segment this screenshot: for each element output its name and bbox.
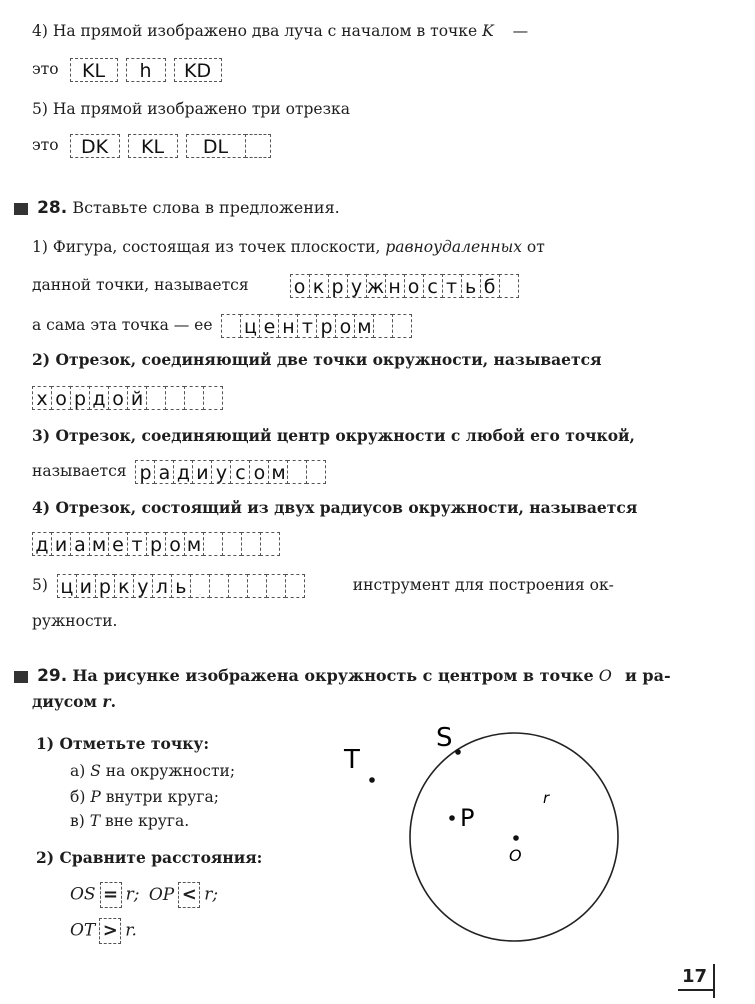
label-r: r [543, 789, 550, 807]
point-s [455, 749, 461, 755]
q28-s3-answer: называется р а д и у с о м [32, 460, 325, 484]
circle [410, 733, 618, 941]
letter-boxes[interactable]: р а д и у с о м [135, 460, 325, 484]
label-t: T [344, 745, 360, 775]
q28-s5: 5) ц и р к у л ь инструмент для построения ок- [32, 576, 614, 598]
task-marker-icon [14, 203, 28, 215]
q28-s5-cont: ружности. [32, 612, 118, 630]
q29-p1c: в) T вне круга. [70, 812, 190, 830]
q28-s2: 2) Отрезок, соединяющий две точки окружности, называется [32, 350, 602, 369]
letter-boxes[interactable]: д и а м е т р о м [32, 532, 279, 556]
q28-header: 28. Вставьте слова в предложения. [14, 198, 340, 218]
letter-boxes[interactable]: х о р д о й [32, 386, 222, 410]
letter-boxes[interactable]: о к р у ж н о с т ь б [290, 274, 518, 298]
letter-boxes[interactable]: ц и р к у л ь [57, 574, 304, 598]
compare-box[interactable]: = [100, 882, 122, 908]
q28-s1c: а сама эта точка — ее ц е н т р о м [32, 314, 411, 338]
q27-item5: 5) На прямой изображено три отрезка [32, 100, 350, 118]
point-t [369, 777, 375, 783]
q28-s4: 4) Отрезок, состоящий из двух радиусов окружности, называется [32, 498, 638, 517]
task-marker-icon [14, 671, 28, 683]
q29-p1: 1) Отметьте точку: [36, 734, 210, 753]
q28-s2-answer [32, 386, 222, 410]
q28-s1a: 1) Фигура, состоящая из точек плоскости, равноудаленных от [32, 238, 545, 256]
q29-cmp-row1: OS = r; OP < r; [70, 882, 218, 908]
q29-cmp-row2: OT > r. [70, 918, 137, 944]
q29-p1b: б) P внутри круга; [70, 788, 219, 806]
label-s: S [436, 723, 453, 753]
point-o [513, 835, 519, 841]
q28-s1b: данной точки, называется о к р у ж н о с т ь б [32, 274, 518, 298]
page-number: 17 [678, 966, 713, 991]
label-o: O [509, 846, 522, 865]
point-k: K [482, 22, 494, 40]
compare-box[interactable]: < [178, 882, 200, 908]
label-p: P [460, 804, 475, 832]
answer-boxes[interactable]: DK KL DL [70, 134, 270, 158]
q28-s4-answer [32, 532, 279, 556]
q29-header-cont: диусом r. [32, 692, 116, 711]
q27-item4: 4) На прямой изображено два луча с началом в точке K — [32, 22, 529, 40]
q28-s3: 3) Отрезок, соединяющий центр окружности с любой его точкой, [32, 426, 635, 445]
q27-item5-answer: это DK KL DL [32, 134, 270, 158]
q29-header: 29. На рисунке изображена окружность с центром в точке O и ра- [14, 666, 671, 686]
q29-p2: 2) Сравните расстояния: [36, 848, 263, 867]
letter-boxes[interactable]: ц е н т р о м [221, 314, 411, 338]
q27-item4-answer: это KL h KD [32, 58, 221, 82]
point-p [449, 815, 455, 821]
answer-boxes[interactable]: KL h KD [70, 58, 221, 82]
compare-box[interactable]: > [99, 918, 121, 944]
q29-p1a: а) S на окружности; [70, 762, 236, 780]
